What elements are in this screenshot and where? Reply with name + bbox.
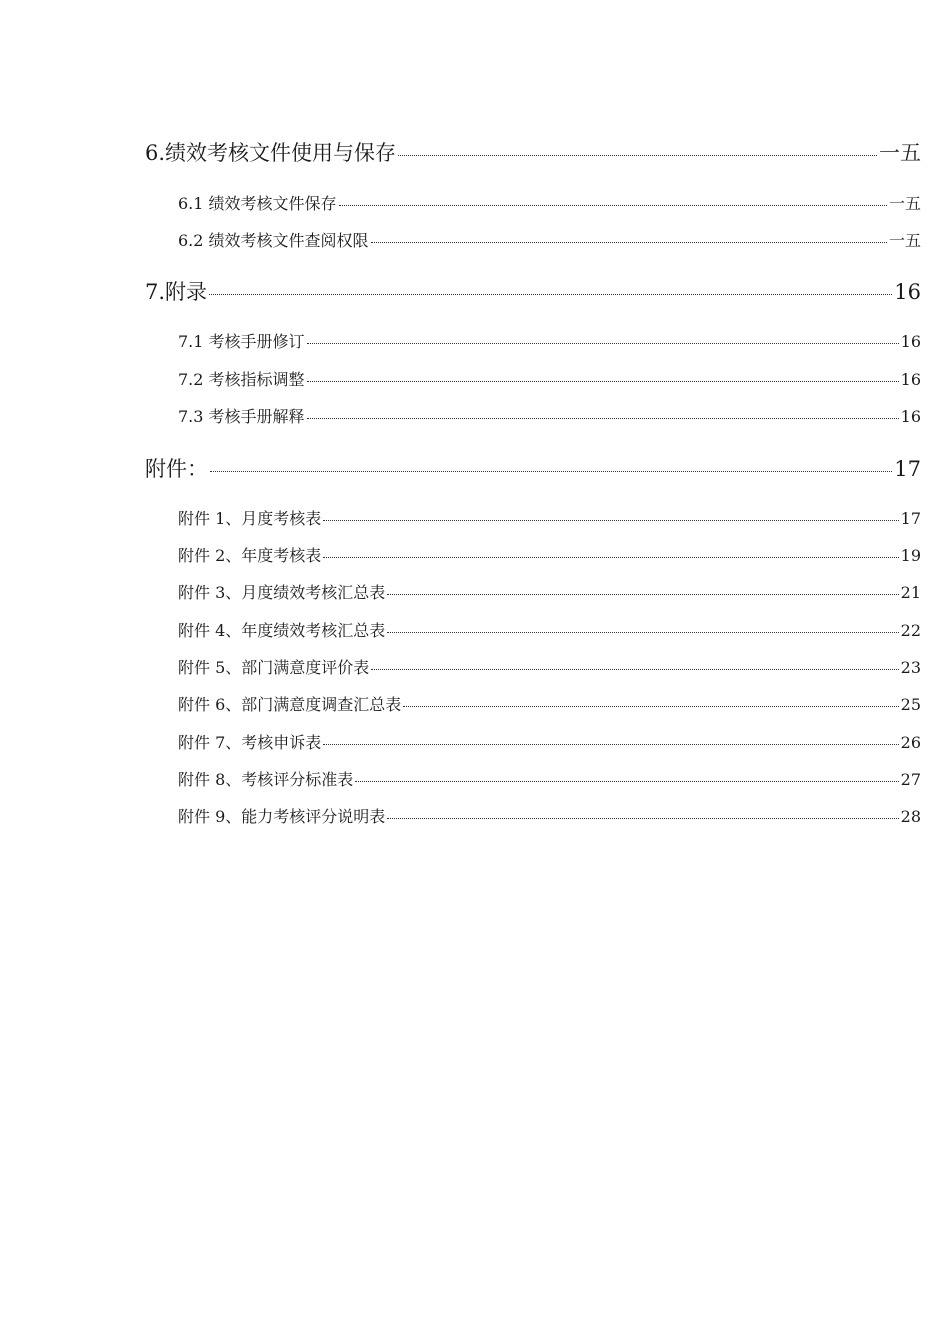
toc-section-title: 7.附录 xyxy=(145,280,208,304)
toc-page-number: 17 xyxy=(900,509,921,528)
toc-item-attachment-6[interactable] xyxy=(178,692,921,715)
toc-item-6-2[interactable] xyxy=(178,228,921,251)
toc-item-title: 附件 5、部门满意度评价表 xyxy=(178,658,370,677)
toc-item-attachment-2[interactable] xyxy=(178,543,921,566)
dot-leader xyxy=(323,520,898,521)
toc-item-attachment-9[interactable] xyxy=(178,804,921,827)
toc-item-title: 附件 9、能力考核评分说明表 xyxy=(178,807,386,826)
dot-leader xyxy=(210,471,892,472)
toc-section-title: 6.绩效考核文件使用与保存 xyxy=(145,141,397,165)
toc-item-attachment-1[interactable] xyxy=(178,506,921,529)
toc-page-number: 22 xyxy=(900,621,921,640)
toc-page-number: 19 xyxy=(900,546,921,565)
dot-leader xyxy=(387,632,898,633)
dot-leader xyxy=(387,818,898,819)
toc-item-attachment-3[interactable] xyxy=(178,580,921,603)
toc-item-title: 7.2 考核指标调整 xyxy=(178,370,305,389)
toc-section-7[interactable] xyxy=(145,276,921,306)
toc-item-attachment-8[interactable] xyxy=(178,767,921,790)
toc-page-number: 16 xyxy=(900,332,921,351)
toc-item-7-3[interactable] xyxy=(178,404,921,427)
toc-item-attachment-4[interactable] xyxy=(178,618,921,641)
toc-item-7-2[interactable] xyxy=(178,367,921,390)
dot-leader xyxy=(403,706,898,707)
dot-leader xyxy=(371,242,887,243)
toc-item-6-1[interactable] xyxy=(178,191,921,214)
toc-page-number: 16 xyxy=(894,280,921,304)
toc-page-number: 16 xyxy=(900,370,921,389)
toc-item-title: 7.1 考核手册修订 xyxy=(178,332,305,351)
dot-leader xyxy=(307,343,899,344)
toc-item-7-1[interactable] xyxy=(178,329,921,352)
toc-section-6[interactable] xyxy=(145,137,921,167)
dot-leader xyxy=(339,205,887,206)
toc-item-title: 7.3 考核手册解释 xyxy=(178,407,305,426)
toc-item-title: 附件 3、月度绩效考核汇总表 xyxy=(178,583,386,602)
toc-page-number: 16 xyxy=(900,407,921,426)
toc-item-attachment-7[interactable] xyxy=(178,730,921,753)
toc-item-title: 6.1 绩效考核文件保存 xyxy=(178,194,337,213)
toc-page-number: 一五 xyxy=(879,141,921,165)
toc-page-number: 26 xyxy=(900,733,921,752)
dot-leader xyxy=(387,594,898,595)
dot-leader xyxy=(323,744,898,745)
toc-page-number: 28 xyxy=(900,807,921,826)
toc-page-number: 一五 xyxy=(888,194,921,213)
toc-item-title: 附件 6、部门满意度调查汇总表 xyxy=(178,695,402,714)
toc-page-number: 23 xyxy=(900,658,921,677)
dot-leader xyxy=(209,294,892,295)
dot-leader xyxy=(307,418,899,419)
toc-page-number: 17 xyxy=(894,457,921,481)
dot-leader xyxy=(371,669,898,670)
dot-leader xyxy=(398,155,877,156)
dot-leader xyxy=(323,557,898,558)
toc-item-title: 附件 4、年度绩效考核汇总表 xyxy=(178,621,386,640)
toc-section-attachments[interactable] xyxy=(145,453,921,483)
toc-page-number: 一五 xyxy=(888,231,921,250)
toc-item-title: 6.2 绩效考核文件查阅权限 xyxy=(178,231,369,250)
toc-page-number: 27 xyxy=(900,770,921,789)
toc-item-title: 附件 7、考核申诉表 xyxy=(178,733,322,752)
toc-item-title: 附件 8、考核评分标准表 xyxy=(178,770,354,789)
toc-section-title: 附件： xyxy=(145,457,208,481)
dot-leader xyxy=(355,781,898,782)
toc-page-number: 25 xyxy=(900,695,921,714)
toc-item-title: 附件 1、月度考核表 xyxy=(178,509,322,528)
toc-item-title: 附件 2、年度考核表 xyxy=(178,546,322,565)
toc-page-number: 21 xyxy=(900,583,921,602)
dot-leader xyxy=(307,381,899,382)
toc-item-attachment-5[interactable] xyxy=(178,655,921,678)
